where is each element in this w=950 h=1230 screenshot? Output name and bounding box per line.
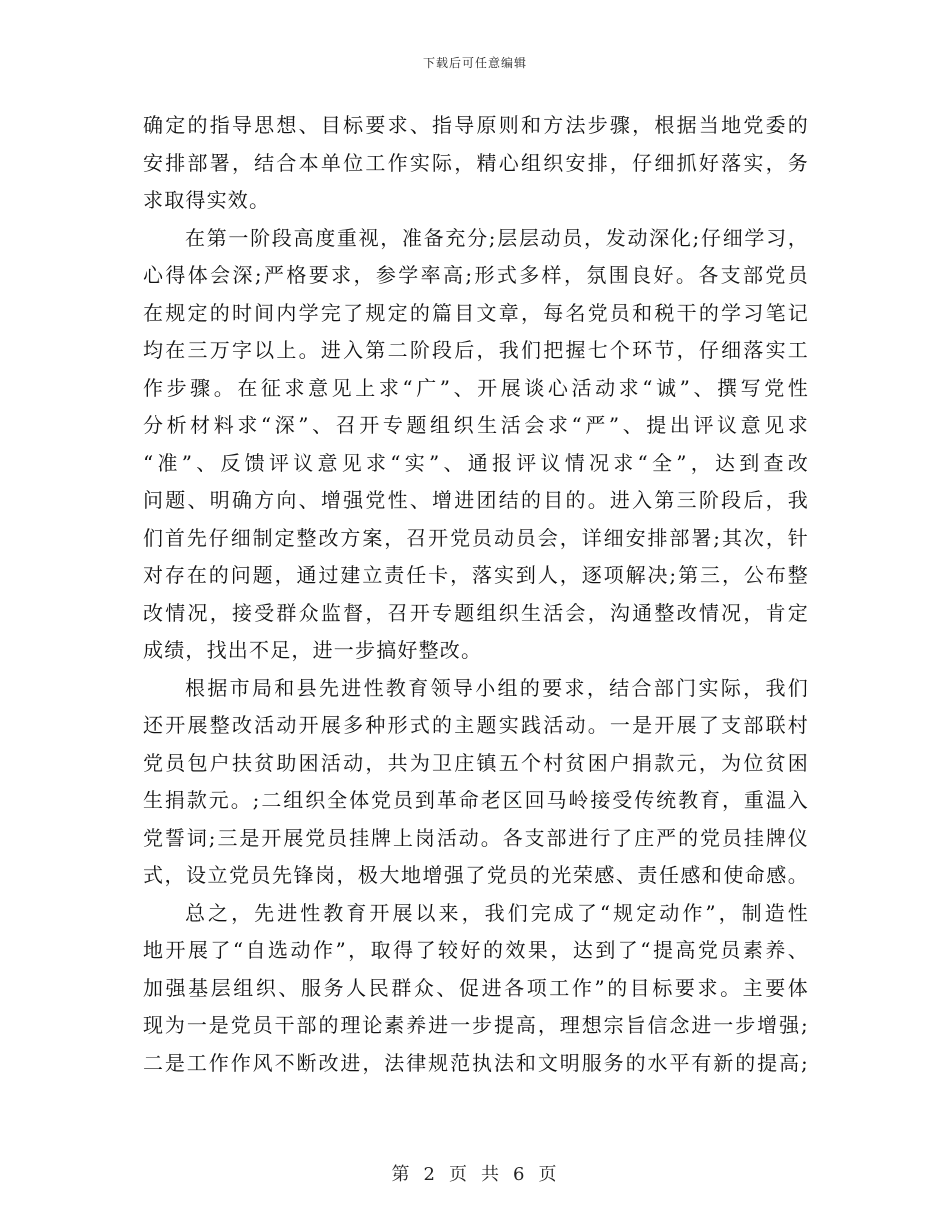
text-line: 们首先仔细制定整改方案，召开党员动员会，详细安排部署;其次，针	[143, 525, 809, 550]
text-line: 式，设立党员先锋岗，极大地增强了党员的光荣感、责任感和使命感。	[143, 863, 809, 887]
text-line: 党誓词;三是开展党员挂牌上岗活动。各支部进行了庄严的党员挂牌仪	[143, 825, 809, 850]
footer-total-word: 共	[481, 1164, 501, 1185]
footer-prefix: 第	[391, 1164, 412, 1185]
text-line: 安排部署，结合本单位工作实际，精心组织安排，仔细抓好落实，务	[143, 150, 809, 175]
text-line: 现为一是党员干部的理论素养进一步提高，理想宗旨信念进一步增强;	[143, 1013, 809, 1037]
text-line: 党员包户扶贫助困活动，共为卫庄镇五个村贫困户捐款元，为位贫困	[143, 750, 809, 775]
text-line: 分析材料求“深”、召开专题组织生活会求“严”、提出评议意见求	[143, 413, 809, 437]
text-line: 求取得实效。	[143, 188, 271, 212]
page-footer	[0, 1160, 950, 1186]
text-line: 问题、明确方向、增强党性、增进团结的目的。进入第三阶段后，我	[143, 488, 809, 512]
text-line: 心得体会深;严格要求，参学率高;形式多样，氛围良好。各支部党员	[143, 263, 809, 287]
paragraph-first-line: 根据市局和县先进性教育领导小组的要求，结合部门实际，我们	[185, 675, 809, 700]
document-body	[143, 107, 809, 1082]
paragraph-first-line: 总之，先进性教育开展以来，我们完成了“规定动作”，制造性	[185, 900, 809, 925]
text-line: 成绩，找出不足，进一步搞好整改。	[143, 638, 483, 662]
text-line: “准”、反馈评议意见求“实”、通报评议情况求“全”，达到查改	[143, 450, 809, 475]
footer-page-word: 页	[449, 1164, 469, 1185]
text-line: 二是工作作风不断改进，法律规范执法和文明服务的水平有新的提高;	[143, 1050, 809, 1075]
current-page-number: 2	[423, 1164, 437, 1185]
text-line: 在规定的时间内学完了规定的篇目文章，每名党员和税干的学习笔记	[143, 300, 809, 325]
text-line: 改情况，接受群众监督，召开专题组织生活会，沟通整改情况，肯定	[143, 600, 809, 625]
text-line: 确定的指导思想、目标要求、指导原则和方法步骤，根据当地党委的	[143, 113, 809, 137]
text-line: 地开展了“自选动作”，取得了较好的效果，达到了“提高党员素养、	[143, 938, 809, 962]
text-line: 生捐款元。;二组织全体党员到革命老区回马岭接受传统教育，重温入	[143, 788, 809, 812]
total-page-number: 6	[513, 1164, 527, 1185]
text-line: 加强基层组织、服务人民群众、促进各项工作”的目标要求。主要体	[143, 975, 809, 1000]
footer-suffix: 页	[538, 1164, 559, 1185]
text-line: 均在三万字以上。进入第二阶段后，我们把握七个环节，仔细落实工	[143, 338, 809, 362]
text-line: 还开展整改活动开展多种形式的主题实践活动。一是开展了支部联村	[143, 713, 809, 737]
page-header: 下载后可任意编辑	[422, 56, 527, 70]
paragraph-first-line: 在第一阶段高度重视，准备充分;层层动员，发动深化;仔细学习，	[185, 225, 809, 250]
text-line: 对存在的问题，通过建立责任卡，落实到人，逐项解决;第三，公布整	[143, 563, 809, 587]
text-line: 作步骤。在征求意见上求“广”、开展谈心活动求“诚”、撰写党性	[143, 375, 809, 400]
